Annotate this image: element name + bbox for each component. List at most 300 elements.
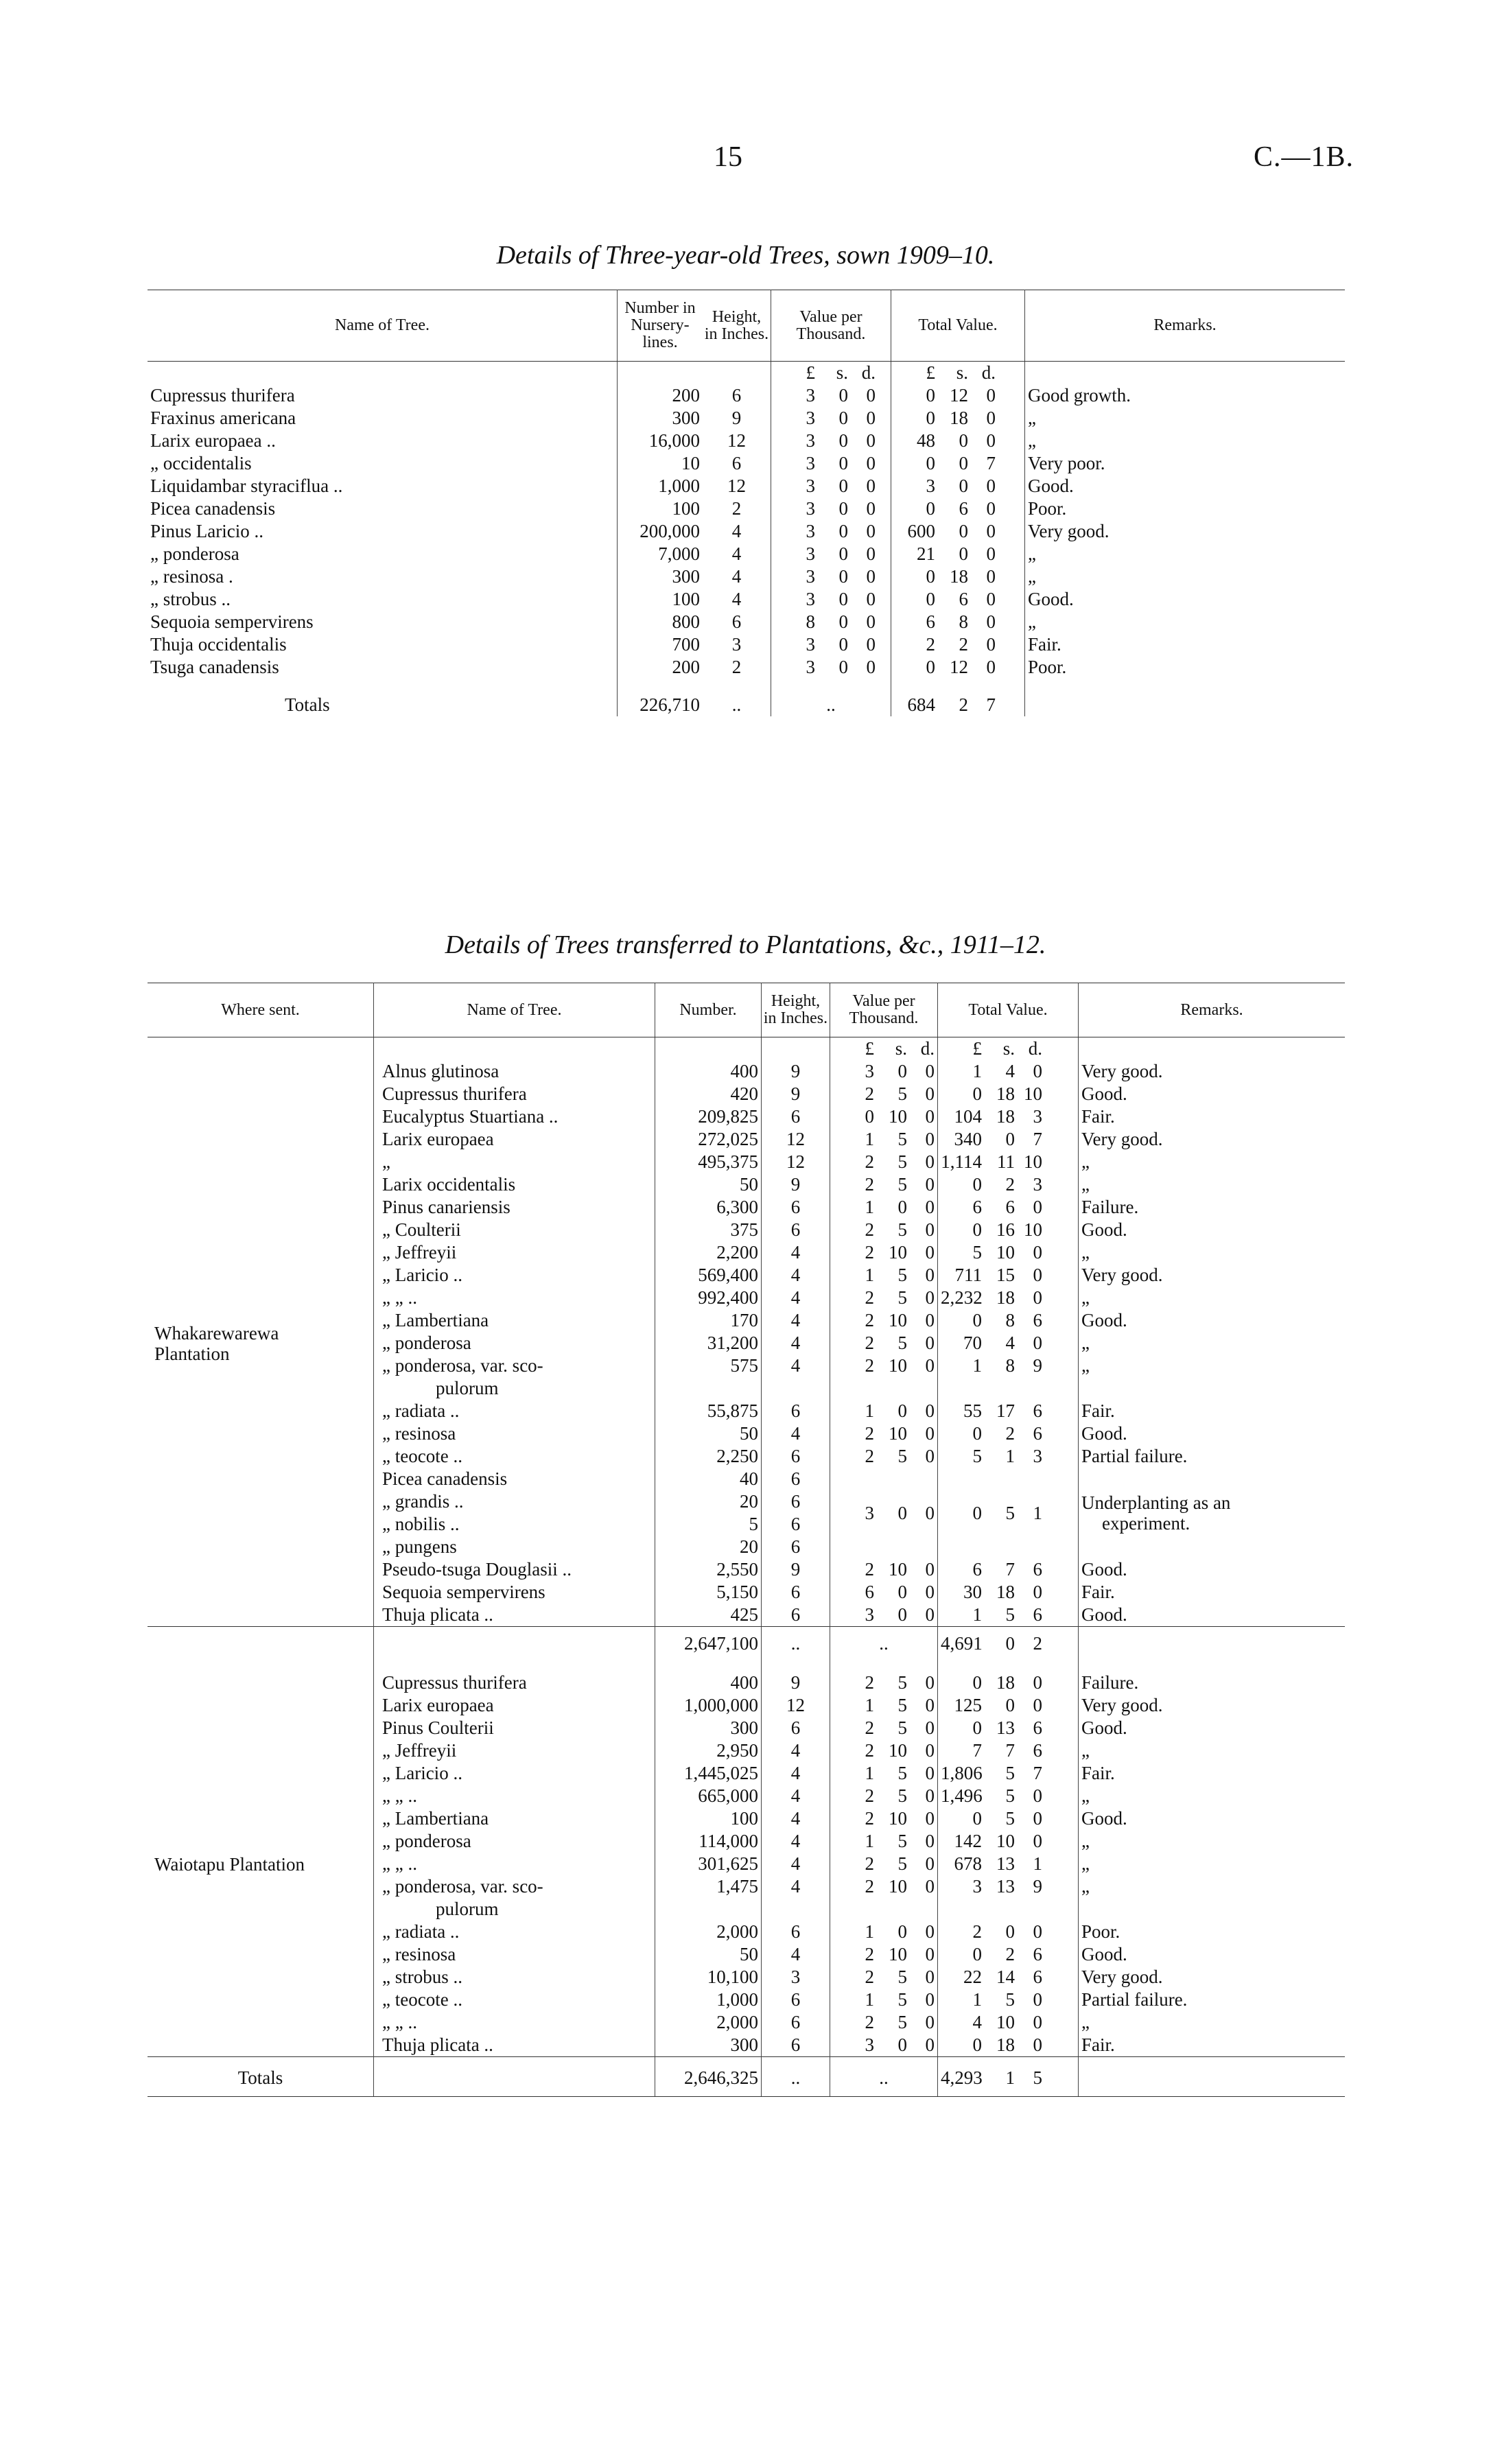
height: 4	[762, 1422, 830, 1445]
subtotal-height: ..	[762, 1627, 830, 1672]
value-per-thousand	[830, 1694, 938, 1717]
value-per-thousand-part: 10	[889, 1423, 907, 1444]
number: 50	[655, 1173, 762, 1196]
table-row	[148, 633, 1345, 656]
tree-name: „ occidentalis	[150, 453, 252, 473]
total-value-part: 0	[972, 1672, 982, 1693]
value-per-thousand	[830, 1400, 938, 1422]
total-value-part: 2	[959, 634, 968, 655]
tree-name: „ ponderosa, var. sco-	[382, 1355, 543, 1376]
tree-name: „ pungens	[382, 1536, 457, 1557]
remarks	[1079, 1898, 1346, 1921]
value-per-thousand-part: 0	[897, 1502, 907, 1523]
value-per-thousand	[830, 1468, 938, 1558]
total-value	[938, 1785, 1079, 1807]
total-value	[938, 1943, 1079, 1966]
number: 2,200	[655, 1241, 762, 1264]
number: 425	[655, 1604, 762, 1627]
total-value-part: 104	[954, 1106, 982, 1127]
value-per-thousand	[830, 1739, 938, 1762]
remarks: Good.	[1025, 475, 1346, 497]
totals-label: Totals	[285, 694, 330, 715]
value-per-thousand	[830, 1445, 938, 1468]
tree-name: „ „ ..	[382, 1287, 417, 1308]
totals-number: 2,646,325	[655, 2057, 762, 2097]
remarks: Fair.	[1079, 1105, 1346, 1128]
value-per-thousand	[830, 1241, 938, 1264]
total-value-part: 0	[926, 498, 935, 519]
remarks: Fair.	[1079, 2034, 1346, 2057]
total-value	[891, 656, 1025, 679]
remarks: Good.	[1079, 1219, 1346, 1241]
total-value-part: 22	[963, 1967, 982, 1987]
tree-name: Sequoia sempervirens	[382, 1582, 545, 1602]
total-value-part: 8	[1005, 1310, 1015, 1330]
number: 16,000	[618, 430, 703, 452]
total-value-part: 2	[972, 1921, 982, 1942]
value-per-thousand-part: 0	[925, 1695, 935, 1715]
value-per-thousand	[830, 1943, 938, 1966]
value-per-thousand	[830, 1377, 938, 1400]
value-per-thousand-part: 0	[866, 543, 876, 564]
height: 4	[762, 1875, 830, 1898]
value-per-thousand-part: 5	[897, 1785, 907, 1806]
value-per-thousand-part: 0	[925, 1446, 935, 1466]
tree-name: „ radiata ..	[382, 1400, 460, 1421]
remarks: „	[1079, 2011, 1346, 2034]
total-value	[938, 1966, 1079, 1988]
subtotal-total-value-part: 2	[1033, 1633, 1042, 1654]
remarks: Very good.	[1079, 1694, 1346, 1717]
value-per-thousand-part: 0	[838, 408, 848, 428]
number: 1,000	[618, 475, 703, 497]
col-remarks: Remarks.	[1079, 983, 1346, 1037]
number: 400	[655, 1671, 762, 1694]
value-per-thousand-part: 2	[865, 1355, 874, 1376]
total-value-part: 6	[1033, 1944, 1042, 1964]
value-per-thousand-part: 5	[897, 1717, 907, 1738]
value-per-thousand-part: 5	[897, 1695, 907, 1715]
remarks: Fair.	[1079, 1400, 1346, 1422]
col-number: Number.	[655, 983, 762, 1037]
value-per-thousand-part: 5	[897, 1333, 907, 1353]
total-value	[938, 1287, 1079, 1309]
total-value-part: 14	[996, 1967, 1015, 1987]
total-value-part: 0	[1033, 1785, 1042, 1806]
tree-name: Cupressus thurifera	[382, 1672, 527, 1693]
number: 200	[618, 656, 703, 679]
total-value-part: 125	[954, 1695, 982, 1715]
total-value-part: 0	[972, 1944, 982, 1964]
height	[762, 1377, 830, 1400]
total-value-part: 18	[996, 2034, 1015, 2055]
remarks: Very good.	[1079, 1128, 1346, 1151]
table-row	[148, 407, 1345, 430]
value-per-thousand	[771, 475, 891, 497]
value-per-thousand	[830, 1309, 938, 1332]
number: 200	[618, 384, 703, 407]
col-name: Name of Tree.	[374, 983, 655, 1037]
totals-row	[148, 2057, 1345, 2097]
total-value-part: 5	[972, 1242, 982, 1263]
spacer	[703, 362, 771, 385]
number: 2,250	[655, 1445, 762, 1468]
remarks: Very poor.	[1025, 452, 1346, 475]
value-per-thousand-part: 2	[865, 1559, 874, 1580]
number: 300	[618, 407, 703, 430]
value-per-thousand	[830, 1875, 938, 1898]
total-value	[938, 1762, 1079, 1785]
totals-total-value-part: 2	[959, 694, 968, 715]
number: 800	[618, 611, 703, 633]
total-value-part: 0	[972, 2034, 982, 2055]
total-value	[891, 384, 1025, 407]
col-name: Name of Tree.	[148, 290, 618, 362]
value-per-thousand-part: 0	[925, 1423, 935, 1444]
total-value-part: 0	[926, 408, 935, 428]
total-value-part: 18	[950, 566, 968, 587]
tree-name: „ „ ..	[382, 1853, 417, 1874]
height: 12	[762, 1694, 830, 1717]
tree-name: pulorum	[436, 1899, 499, 1919]
total-value-part: 15	[996, 1265, 1015, 1285]
value-per-thousand	[830, 1128, 938, 1151]
trees-transferred-table	[148, 983, 1345, 2097]
number: 2,000	[655, 2011, 762, 2034]
table2-body	[148, 1037, 1345, 2097]
value-per-thousand-part: 2	[865, 1967, 874, 1987]
number: 300	[655, 2034, 762, 2057]
total-value-part: 6	[1033, 1717, 1042, 1738]
remarks: Fair.	[1079, 1581, 1346, 1604]
value-per-thousand-part: 5	[897, 2012, 907, 2032]
total-value-part: 1	[972, 1355, 982, 1376]
value-per-thousand-part: 2	[865, 1853, 874, 1874]
col-total: Total Value.	[891, 290, 1025, 362]
table-row	[148, 611, 1345, 633]
value-per-thousand	[830, 1196, 938, 1219]
total-value-part: 11	[997, 1151, 1015, 1172]
value-per-thousand-part: 0	[866, 521, 876, 541]
value-per-thousand-part: 0	[838, 453, 848, 473]
total-value-part: 1	[972, 1061, 982, 1081]
height: 6	[762, 1921, 830, 1943]
total-value-part: 0	[1033, 2034, 1042, 2055]
tree-name: Pinus Coulterii	[382, 1717, 494, 1738]
remarks: „	[1079, 1332, 1346, 1354]
total-value	[938, 1377, 1079, 1400]
tree-name: Larix europaea	[382, 1129, 494, 1149]
total-value-part: 0	[959, 453, 968, 473]
height: 6	[762, 1400, 830, 1422]
total-value-part: 10	[1024, 1219, 1042, 1240]
totals-row	[148, 679, 1345, 716]
totals-value: ..	[830, 2057, 938, 2097]
tree-name: „ Laricio ..	[382, 1763, 462, 1783]
value-per-thousand	[830, 1060, 938, 1083]
totals-total-value	[891, 679, 1025, 716]
value-per-thousand	[830, 1966, 938, 1988]
total-value-part: 0	[1033, 1808, 1042, 1829]
value-per-thousand	[771, 430, 891, 452]
value-per-thousand-part: 5	[897, 1853, 907, 1874]
total-value	[938, 1558, 1079, 1581]
total-value-part: 2	[1005, 1174, 1015, 1195]
total-currency-header	[938, 1037, 1079, 1061]
table-row	[148, 565, 1345, 588]
value-per-thousand	[830, 1671, 938, 1694]
height: 4	[762, 1354, 830, 1377]
tree-name: „	[382, 1151, 390, 1172]
total-value-part: 2,232	[941, 1287, 983, 1308]
remarks: „	[1079, 1241, 1346, 1264]
total-value-part: 0	[986, 521, 996, 541]
total-value-part: 0	[1033, 1989, 1042, 2010]
value-per-thousand-part: 1	[865, 1763, 874, 1783]
value-per-thousand-part: 1	[865, 1129, 874, 1149]
value-per-thousand-part: 0	[897, 1197, 907, 1217]
number: 1,000	[655, 1988, 762, 2011]
spacer	[148, 1627, 374, 1672]
remarks: Very good.	[1025, 520, 1346, 543]
total-value-part: 6	[1033, 1740, 1042, 1761]
total-value-part: 55	[963, 1400, 982, 1421]
table-row	[148, 588, 1345, 611]
height: 6	[731, 453, 742, 473]
total-value-part: 3	[1033, 1106, 1042, 1127]
total-value	[891, 611, 1025, 633]
subtotal-total-value-part: 4,691	[941, 1633, 983, 1654]
tree-name: „ resinosa .	[150, 566, 233, 587]
height: 4	[731, 543, 742, 564]
value-per-thousand-part: 0	[925, 1672, 935, 1693]
value-per-thousand	[771, 543, 891, 565]
value-per-thousand-part: 0	[866, 385, 876, 406]
total-currency-header-part: d.	[981, 362, 996, 383]
value-per-thousand-part: 2	[865, 1785, 874, 1806]
table-row	[148, 543, 1345, 565]
remarks: „	[1079, 1354, 1346, 1377]
value-per-thousand-part: 0	[897, 1604, 907, 1625]
value-per-thousand-part: 3	[806, 430, 815, 451]
remarks: Poor.	[1025, 497, 1346, 520]
spacer	[374, 2057, 655, 2097]
total-value-part: 3	[1033, 1174, 1042, 1195]
value-per-thousand-part: 0	[925, 1808, 935, 1829]
value-per-thousand-part: 2	[865, 1740, 874, 1761]
value-per-thousand-part: 1	[865, 1197, 874, 1217]
value-per-thousand	[830, 1558, 938, 1581]
total-value-part: 0	[926, 566, 935, 587]
total-value-part: 10	[996, 1831, 1015, 1851]
total-value-part: 0	[926, 589, 935, 609]
total-value-part: 5	[1005, 1763, 1015, 1783]
number: 495,375	[655, 1151, 762, 1173]
remarks: „	[1079, 1875, 1346, 1898]
total-value-part: 7	[1033, 1763, 1042, 1783]
tree-name: „ ponderosa	[382, 1831, 471, 1851]
total-value-part: 16	[996, 1219, 1015, 1240]
spacer	[1079, 2057, 1346, 2097]
total-value	[938, 1717, 1079, 1739]
number: 700	[618, 633, 703, 656]
value-currency-header	[771, 362, 891, 385]
total-value-part: 0	[972, 1174, 982, 1195]
table-row	[148, 452, 1345, 475]
total-value-part: 5	[1005, 1785, 1015, 1806]
value-per-thousand-part: 2	[865, 1333, 874, 1353]
total-value	[891, 565, 1025, 588]
number: 10,100	[655, 1966, 762, 1988]
total-value-part: 0	[986, 498, 996, 519]
value-per-thousand-part: 2	[865, 1808, 874, 1829]
height: 6	[762, 1581, 830, 1604]
value-per-thousand-part: 2	[865, 1672, 874, 1693]
total-value	[891, 633, 1025, 656]
value-per-thousand-part: 2	[865, 1717, 874, 1738]
three-year-old-trees-table	[148, 290, 1345, 716]
value-per-thousand-part: 0	[925, 1151, 935, 1172]
total-value-part: 4	[1005, 1333, 1015, 1353]
value-per-thousand-part: 0	[925, 1853, 935, 1874]
total-value-part: 5	[972, 1446, 982, 1466]
tree-name: Fraxinus americana	[150, 408, 296, 428]
value-per-thousand	[771, 565, 891, 588]
total-value-part: 2	[1005, 1423, 1015, 1444]
value-per-thousand-part: 3	[806, 634, 815, 655]
value-per-thousand	[830, 2011, 938, 2034]
value-per-thousand-part: 0	[925, 1740, 935, 1761]
number: 20	[655, 1536, 762, 1558]
value-per-thousand-part: 0	[925, 1265, 935, 1285]
value-per-thousand-part: 5	[897, 1672, 907, 1693]
value-per-thousand-part: 3	[806, 543, 815, 564]
total-value-part: 6	[1033, 1310, 1042, 1330]
total-value	[938, 1400, 1079, 1422]
table2-title: Details of Trees transferred to Plantations, &c., 1911–12.	[445, 930, 1046, 959]
value-per-thousand-part: 2	[865, 1174, 874, 1195]
remarks: „	[1025, 407, 1346, 430]
tree-name: Thuja occidentalis	[150, 634, 287, 655]
total-value-part: 1	[1033, 1502, 1042, 1523]
value-per-thousand-part: 0	[866, 498, 876, 519]
value-per-thousand	[830, 1173, 938, 1196]
totals-value: ..	[771, 679, 891, 716]
total-value-part: 0	[959, 521, 968, 541]
table-row	[148, 1671, 1345, 1694]
total-value-part: 7	[1005, 1559, 1015, 1580]
height: 6	[762, 1717, 830, 1739]
value-currency-header-part: £	[865, 1038, 874, 1059]
total-value-part: 0	[1033, 1582, 1042, 1602]
value-per-thousand-part: 0	[897, 1400, 907, 1421]
value-per-thousand	[830, 1219, 938, 1241]
total-value	[891, 588, 1025, 611]
tree-name: Cupressus thurifera	[150, 385, 295, 406]
total-value-part: 5	[1005, 1604, 1015, 1625]
remarks: „	[1025, 611, 1346, 633]
value-per-thousand-part: 0	[865, 1106, 874, 1127]
total-value-part: 18	[996, 1672, 1015, 1693]
col-height: Height, in Inches.	[703, 290, 771, 362]
height: 2	[731, 498, 742, 519]
total-value-part: 4	[972, 2012, 982, 2032]
total-value-part: 6	[1033, 1604, 1042, 1625]
total-value-part: 0	[986, 430, 996, 451]
value-per-thousand-part: 0	[925, 1174, 935, 1195]
value-per-thousand-part: 0	[838, 476, 848, 496]
value-per-thousand-part: 0	[925, 1061, 935, 1081]
total-value-part: 340	[954, 1129, 982, 1149]
remarks: „	[1079, 1287, 1346, 1309]
height: 6	[731, 611, 742, 632]
value-per-thousand-part: 0	[897, 1921, 907, 1942]
tree-name: Pinus Laricio ..	[150, 521, 263, 541]
value-per-thousand-part: 0	[925, 1921, 935, 1942]
subtotal-total-value-part: 0	[1005, 1633, 1015, 1654]
total-value-part: 0	[986, 657, 996, 677]
remarks	[1079, 1377, 1346, 1400]
height: 12	[727, 476, 746, 496]
total-value-part: 0	[959, 476, 968, 496]
total-value-part: 2	[1005, 1944, 1015, 1964]
total-value	[938, 1173, 1079, 1196]
table-row	[148, 656, 1345, 679]
col-where-sent: Where sent.	[148, 983, 374, 1037]
value-per-thousand-part: 0	[925, 2012, 935, 2032]
height: 4	[762, 1739, 830, 1762]
value-per-thousand	[830, 2034, 938, 2057]
total-value-part: 0	[986, 543, 996, 564]
total-value-part: 18	[996, 1083, 1015, 1104]
total-currency-header-part: s.	[1002, 1038, 1015, 1059]
value-per-thousand-part: 0	[838, 430, 848, 451]
remarks: „	[1025, 430, 1346, 452]
value-per-thousand	[830, 1717, 938, 1739]
value-per-thousand-part: 0	[866, 566, 876, 587]
total-value-part: 0	[1033, 1333, 1042, 1353]
height: 9	[762, 1083, 830, 1105]
number: 375	[655, 1219, 762, 1241]
tree-name: Larix occidentalis	[382, 1174, 516, 1195]
totals-label: Totals	[148, 2057, 374, 2097]
total-value	[938, 1468, 1079, 1558]
number: 6,300	[655, 1196, 762, 1219]
number: 50	[655, 1943, 762, 1966]
number: 114,000	[655, 1830, 762, 1853]
col-number: Number in Nursery-lines.	[618, 290, 703, 362]
total-value-part: 8	[959, 611, 968, 632]
number: 31,200	[655, 1332, 762, 1354]
currency-header-row	[148, 1037, 1345, 1061]
value-per-thousand-part: 2	[865, 1219, 874, 1240]
value-per-thousand-part: 0	[838, 498, 848, 519]
total-value-part: 0	[1033, 1197, 1042, 1217]
value-per-thousand-part: 3	[806, 521, 815, 541]
number: 5,150	[655, 1581, 762, 1604]
height: 6	[762, 2011, 830, 2034]
total-value	[938, 2011, 1079, 2034]
value-per-thousand	[830, 1287, 938, 1309]
value-per-thousand-part: 5	[897, 1219, 907, 1240]
total-value-part: 18	[996, 1106, 1015, 1127]
remarks: Good.	[1079, 1807, 1346, 1830]
value-per-thousand-part: 1	[865, 1695, 874, 1715]
height: 4	[762, 1853, 830, 1875]
total-value	[938, 1128, 1079, 1151]
value-per-thousand-part: 10	[889, 1242, 907, 1263]
remarks: „	[1079, 1173, 1346, 1196]
